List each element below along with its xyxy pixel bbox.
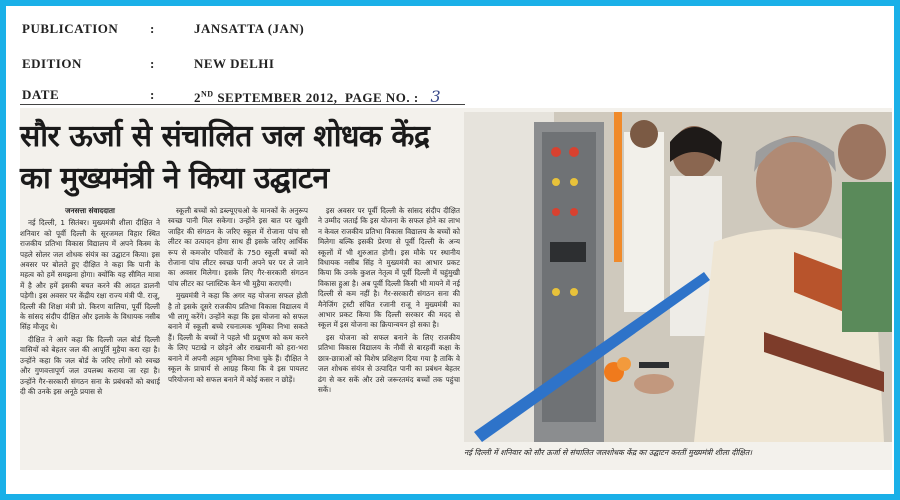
date-colon: : (150, 87, 155, 102)
paragraph: दीक्षित ने आगे कहा कि दिल्ली जल बोर्ड दिल्ली वासियों को बेहतर जल की आपूर्ति मुहैया करा रहा है। उन्होंने कहा कि जल बोर्ड के जरिए लोगों को स्वच्छ और गुणवत्तापूर्ण जल उपलब्ध कराया जा रहा है। उन्होंने गैर-सरकारी संगठन सना के प्रबंधकों को बधाई दी की उनके इस अनूठे प्रयास से (20, 334, 160, 396)
article-column-2 (168, 206, 308, 468)
article-column-3 (318, 206, 460, 468)
edition-label: EDITION (22, 56, 82, 71)
paragraph: इस अवसर पर पूर्वी दिल्ली के सांसद संदीप दीक्षित ने उम्मीद जताई कि इस योजना के सफल होने का लाभ न केवल राजकीय प्रतिभा विकास विद्यालय के बच्चों को मिलेगा बल्कि इसकी प्रेरणा से पूर्वी दिल्ली के अन्य स्कूलों में भी शुरुआत होगी। इस मौके पर स्थानीय विधायक नसीब सिंह ने मुख्यमंत्री का आभार प्रकट किया कि उनके कुशल नेतृत्व में पूर्वी दिल्ली में चहुंमुखी विकास हुआ है। अब पूर्वी दिल्ली किसी भी मायने में नई दिल्ली से कम नहीं है। गैर-सरकारी संगठन सना की मैनेजिंग ट्रस्टी संचित रजानी राजू ने मुख्यमंत्री का आभार प्रकट किया कि दिल्ली सरकार की मदद से स्कूल में इस योजना का क्रियान्वयन हो सका है। (318, 206, 460, 330)
article-byline: जनसत्ता संवाददाता (65, 206, 115, 215)
paragraph: नई दिल्ली, 1 सितंबर। मुख्यमंत्री शीला दीक्षित ने शनिवार को पूर्वी दिल्ली के सूरजमल विहार स्थित राजकीय प्रतिभा विकास विद्यालय में अपने किस्म के पहले सोलर जल शोधक संयंत्र का उद्घाटन किया। इस अवसर पर बोलते हुए दीक्षित ने कहा कि पानी के महत्व को हमें समझना होगा। क्योंकि यह सीमित मात्रा में है और हमें इसकी बचत करने की आदत डालनी पड़ेगी। इस अवसर पर केंद्रीय रक्षा राज्य मंत्री पी. राजू, दिल्ली की शिक्षा मंत्री प्रो. किरण वालिया, पूर्वी दिल्ली के सांसद संदीप दीक्षित और इलाके के विधायक नसीब सिंह मौजूद थे। (20, 218, 160, 332)
article-headline: सौर ऊर्जा से संचालित जल शोधक केंद्र का मुख्यमंत्री ने किया उद्घाटन (20, 119, 430, 196)
article-column-1 (20, 206, 160, 468)
publication-label: PUBLICATION (22, 21, 119, 36)
photo-caption: नई दिल्ली में शनिवार को सौर ऊर्जा से संचालित जलशोधक केंद्र का उद्घाटन करतीं मुख्यमंत्री शीला दीक्षित। (464, 448, 753, 457)
date-day-suffix: ND (201, 89, 214, 99)
date-rest: SEPTEMBER 2012, PAGE NO. : (213, 90, 423, 105)
paragraph: इस योजना को सफल बनाने के लिए राजकीय प्रतिभा विकास विद्यालय के नौवीं से बारहवीं कक्षा के छात्र-छात्राओं को विशेष प्रशिक्षण दिया गया है ताकि वे जल शोधक संयंत्र से उत्पादित पानी का प्रबंधन बेहतर ढंग से कर सकें और उसे जरूरतमंद बच्चों तक पहुंचा सकें। (318, 332, 460, 394)
publication-colon: : (150, 21, 155, 36)
header-divider (20, 104, 465, 105)
paragraph: मुख्यमंत्री ने कहा कि अगर यह योजना सफल होती है तो इसके दूसरे राजकीय प्रतिभा विकास विद्यालय में भी लागू करेंगे। उन्होंने कहा कि इस योजना को सफल बनाने में स्कूली बच्चे रचनात्मक भूमिका निभा सकते हैं। दिल्ली के बच्चों ने पहले भी प्रदूषण को कम करने के लिए पटाखे न छोड़ने और राखवानी को हरा-भरा बनाने में अपनी अहम भूमिका निभा चुके हैं। दीक्षित ने स्कूल के प्राचार्य से आग्रह किया कि वे इस पायलट परियोजना को सफल बनाने में कोई कसर न छोड़ें। (168, 291, 308, 384)
photo-illustration (464, 112, 892, 442)
page-number-handwritten: 3 (430, 87, 442, 106)
publication-value: JANSATTA (JAN) (194, 21, 305, 36)
article-body (20, 206, 460, 468)
edition-colon: : (150, 56, 155, 71)
paragraph: स्कूली बच्चों को डब्ल्यूएचओ के मानकों के अनुरूप स्वच्छ पानी मिल सकेगा। उन्होंने इस बात पर खुशी जाहिर की संगठन के जरिए स्कूल में रोजाना पांच सौ लीटर का उत्पादन होगा साथ ही इसके जरिए आर्थिक रूप से कमजोर परिवारों के 750 स्कूली बच्चों को रोजाना पांच लीटर स्वच्छ पानी अपने घर पर ले जाने का अवसर मिलेगा। इसके लिए गैर-सरकारी संगठन पांच लीटर का प्लास्टिक केन भी मुहैया कराएगी। (168, 206, 308, 288)
date-label: DATE (22, 87, 60, 102)
news-photo (464, 112, 892, 442)
newspaper-clipping (20, 108, 892, 470)
date-day: 2 (194, 90, 201, 105)
edition-value: NEW DELHI (194, 56, 275, 71)
